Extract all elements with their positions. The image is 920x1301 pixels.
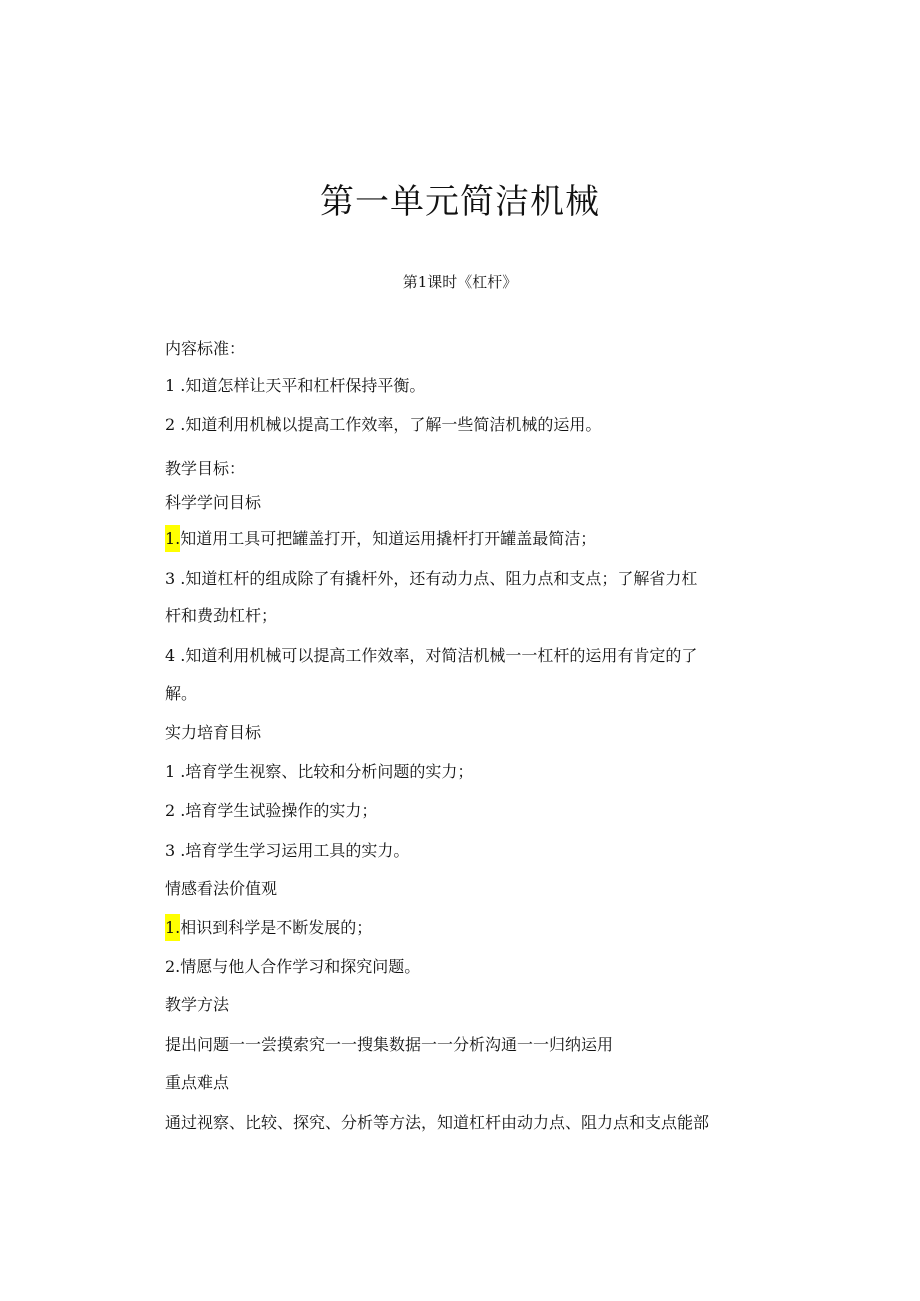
teaching-goals-heading: 教学目标： — [165, 459, 246, 478]
content-standard-item-2: 2 .知道利用机械以提高工作效率，了解一些简洁机械的运用。 — [165, 415, 602, 434]
knowledge-item-3-line-2: 杆和费劲杠杆； — [165, 606, 278, 625]
method-heading: 教学方法 — [165, 995, 230, 1014]
ability-item-3: 3 .培育学生学习运用工具的实力。 — [165, 841, 410, 860]
knowledge-item-4-line-2: 解。 — [165, 684, 198, 703]
emotion-item-2: 2.情愿与他人合作学习和探究问题。 — [165, 957, 421, 976]
key-points-heading: 重点难点 — [165, 1073, 230, 1092]
knowledge-item-1-text: 知道用工具可把罐盖打开，知道运用撬杆打开罐盖最简洁； — [180, 529, 597, 548]
ability-goals-heading: 实力培育目标 — [165, 723, 262, 742]
emotion-item-1-text: 相识到科学是不断发展的； — [180, 918, 373, 937]
emotion-item-1 — [165, 917, 372, 939]
knowledge-item-4-line-1: 4 .知道利用机械可以提高工作效率，对简洁机械一一杠杆的运用有肯定的了 — [165, 646, 698, 665]
knowledge-item-1 — [165, 528, 596, 550]
ability-item-1: 1 .培育学生视察、比较和分析问题的实力； — [165, 762, 474, 781]
lesson-subtitle: 第1课时《杠杆》 — [402, 273, 518, 291]
highlighted-number: 1. — [165, 525, 180, 552]
method-text: 提出问题一一尝摸索究一一搜集数据一一分析沟通一一归纳运用 — [165, 1035, 614, 1054]
unit-title: 第一单元简洁机械 — [320, 182, 600, 222]
knowledge-goals-heading: 科学学问目标 — [165, 493, 262, 512]
highlighted-number: 1. — [165, 914, 180, 941]
emotion-goals-heading: 情感看法价值观 — [165, 879, 278, 898]
key-points-text: 通过视察、比较、探究、分析等方法，知道杠杆由动力点、阻力点和支点能部 — [165, 1113, 710, 1132]
ability-item-2: 2 .培育学生试验操作的实力； — [165, 801, 378, 820]
knowledge-item-3-line-1: 3 .知道杠杆的组成除了有撬杆外，还有动力点、阻力点和支点；了解省力杠 — [165, 569, 698, 588]
content-standard-item-1: 1 .知道怎样让天平和杠杆保持平衡。 — [165, 376, 426, 395]
content-standard-heading: 内容标准： — [165, 339, 246, 358]
